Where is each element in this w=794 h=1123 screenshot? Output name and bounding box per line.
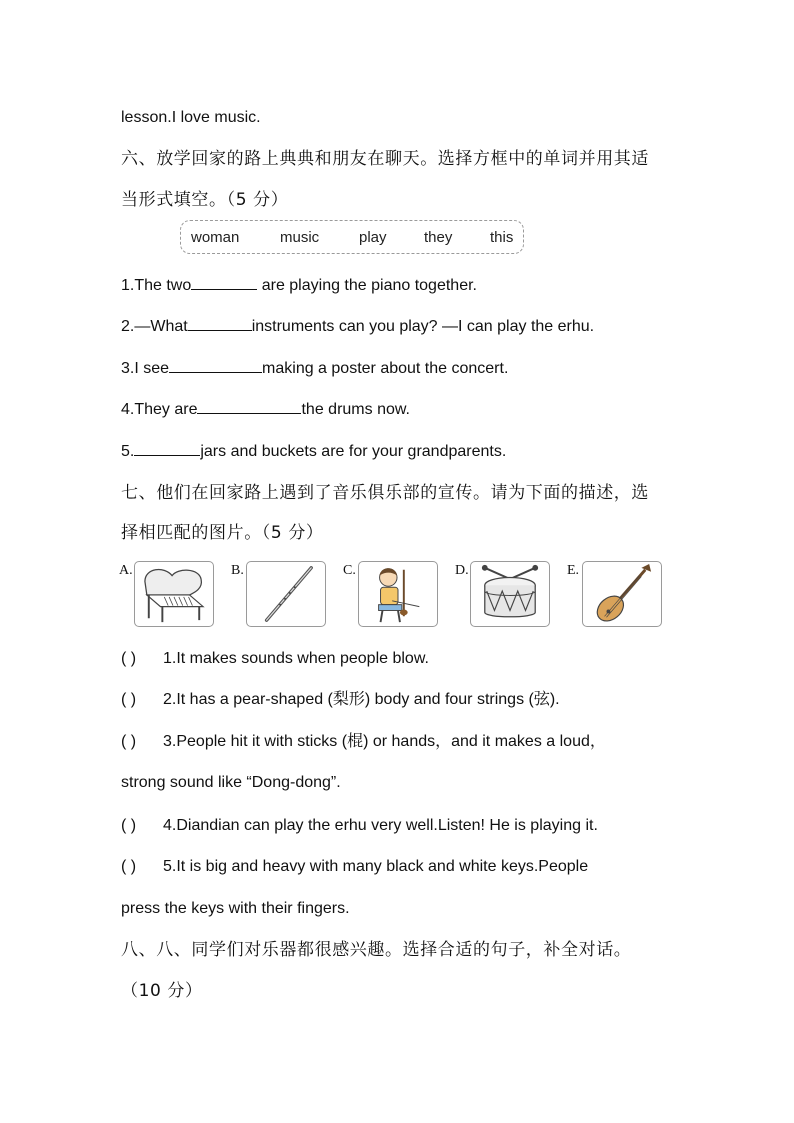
answer-paren[interactable]: ( ) — [121, 817, 137, 834]
drum-icon — [470, 561, 550, 627]
section8-title-line2: （10 分） — [121, 981, 203, 1001]
fill-item-3 — [121, 358, 508, 379]
match-item-text: press the keys with their fingers. — [121, 900, 350, 917]
picture-label: A. — [119, 563, 133, 578]
answer-paren[interactable]: ( ) — [121, 733, 137, 750]
section6-title-line1: 六、放学回家的路上典典和朋友在聊天。选择方框中的单词并用其适 — [121, 149, 649, 169]
match-item-text: 1.It makes sounds when people blow. — [163, 650, 429, 667]
match-item-text: 5.It is big and heavy with many black and white keys.People — [163, 858, 589, 875]
match-item-1 — [121, 649, 429, 669]
word-bank-word: this — [490, 229, 514, 246]
fill-item-text: making a poster about the concert. — [262, 360, 509, 377]
fill-item-text: 2.—What — [121, 318, 188, 335]
match-item-text: 4.Diandian can play the erhu very well.Listen! He is playing it. — [163, 817, 598, 834]
fill-item-text: 4.They are — [121, 401, 198, 418]
flute-icon — [246, 561, 326, 627]
pipa-icon — [582, 561, 662, 627]
fill-item-text: the drums now. — [301, 401, 410, 418]
fill-item-5 — [121, 441, 506, 462]
match-item-5 — [121, 857, 588, 877]
match-item-5-cont — [121, 899, 350, 919]
picture-label: B. — [231, 563, 244, 578]
word-bank-box — [180, 220, 524, 254]
fill-item-text: 3.I see — [121, 360, 170, 377]
fill-item-text: jars and buckets are for your grandparents. — [200, 443, 507, 460]
answer-paren[interactable]: ( ) — [121, 858, 137, 875]
section6-title-line2: 当形式填空。（5 分） — [121, 190, 289, 210]
fill-item-text: 1.The two — [121, 277, 192, 294]
fill-item-2 — [121, 316, 594, 337]
fill-item-text: are playing the piano together. — [257, 277, 477, 294]
fill-item-text: instruments can you play? —I can play the erhu. — [251, 318, 595, 335]
section8-title-line1: 八、八、同学们对乐器都很感兴趣。选择合适的句子，补全对话。 — [121, 940, 632, 960]
answer-blank[interactable] — [134, 441, 200, 456]
answer-blank[interactable] — [191, 275, 257, 290]
word-bank-word: woman — [191, 229, 240, 246]
match-item-text: strong sound like “Dong-dong”. — [121, 774, 341, 791]
fill-item-text: 5. — [121, 443, 135, 460]
top-line: lesson.I love music. — [121, 109, 261, 126]
section7-title-line2: 择相匹配的图片。（5 分） — [121, 523, 324, 543]
match-item-4 — [121, 816, 598, 836]
fill-item-4 — [121, 399, 410, 420]
erhu-player-icon — [358, 561, 438, 627]
picture-label: D. — [455, 563, 469, 578]
match-item-text: 2.It has a pear-shaped (梨形) body and four strings (弦). — [163, 691, 560, 708]
word-bank-word: they — [424, 229, 453, 246]
fill-item-1 — [121, 275, 477, 296]
picture-label: C. — [343, 563, 356, 578]
section7-title-line1: 七、他们在回家路上遇到了音乐俱乐部的宣传。请为下面的描述，选 — [121, 483, 649, 503]
answer-blank[interactable] — [197, 399, 301, 414]
answer-paren[interactable]: ( ) — [121, 650, 137, 667]
match-item-text: 3.People hit it with sticks (棍) or hands，and it makes a loud， — [163, 733, 606, 750]
word-bank-word: music — [280, 229, 320, 246]
answer-blank[interactable] — [169, 358, 262, 373]
word-bank-word: play — [359, 229, 387, 246]
match-item-3-cont — [121, 773, 341, 793]
piano-icon — [134, 561, 214, 627]
match-item-2 — [121, 690, 560, 710]
answer-blank[interactable] — [188, 316, 252, 331]
picture-label: E. — [567, 563, 580, 578]
match-item-3 — [121, 732, 606, 752]
answer-paren[interactable]: ( ) — [121, 691, 137, 708]
